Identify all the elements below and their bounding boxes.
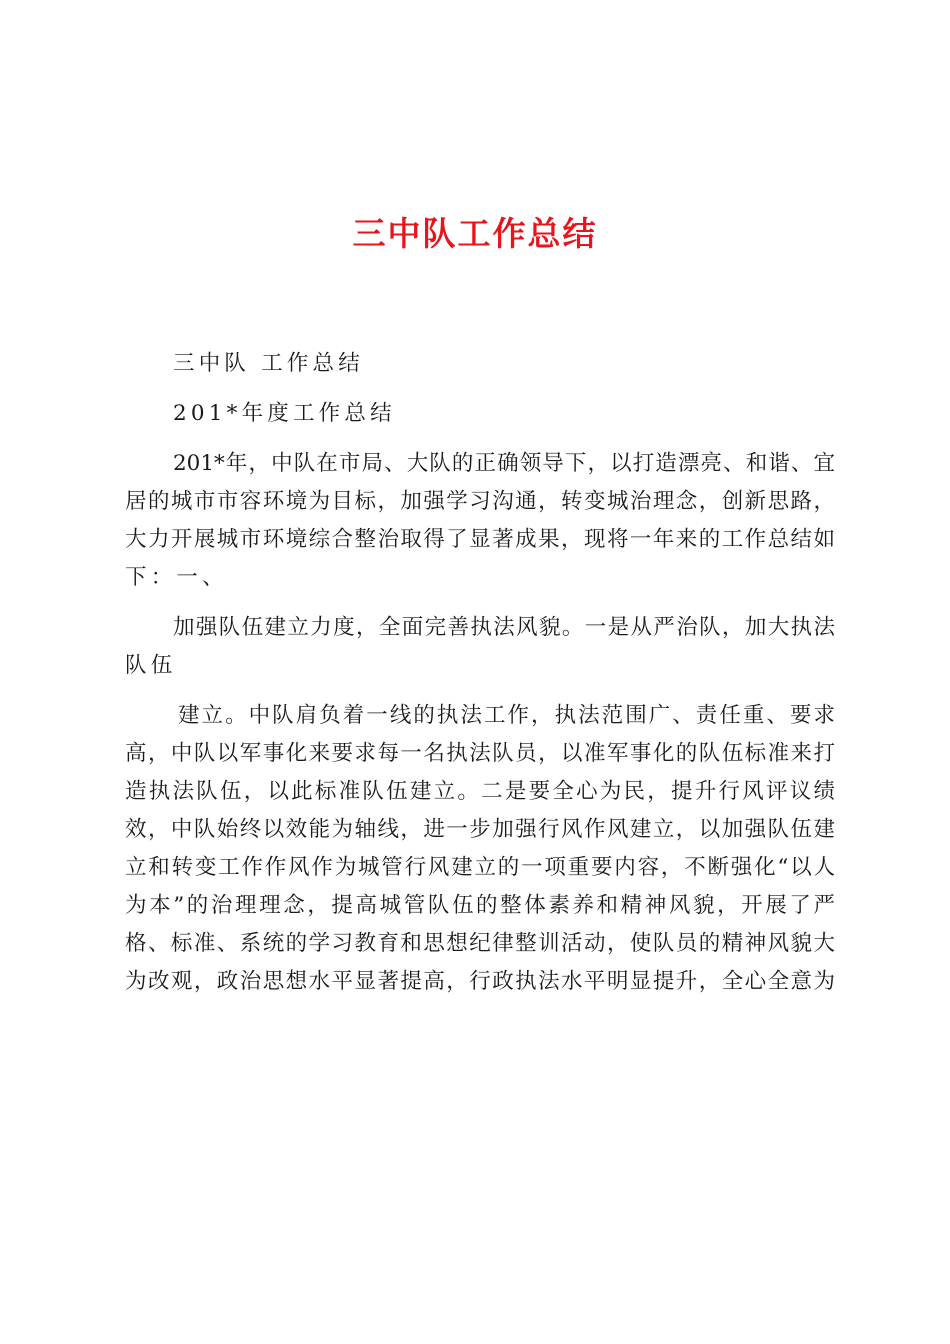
paragraph-3 (125, 697, 835, 1001)
subtitle: 三中队 工作总结 (173, 351, 364, 376)
year-heading: 201*年度工作总结 (173, 401, 396, 426)
paragraph-line: 造执法队伍，以此标准队伍建立。二是要全心为民，提升行风评议绩 (125, 779, 835, 804)
document-body (125, 345, 835, 1001)
paragraph-line: 为本”的治理理念，提高城管队伍的整体素养和精神风貌，开展了严 (125, 893, 835, 918)
page-title: 三中队工作总结 (352, 214, 598, 253)
paragraph-line: 高，中队以军事化来要求每一名执法队员，以准军事化的队伍标准来打 (125, 741, 835, 766)
paragraph-line: 居的城市市容环境为目标，加强学习沟通，转变城治理念，创新思路， (125, 489, 835, 514)
paragraph-line: 格、标准、系统的学习教育和思想纪律整训活动，使队员的精神风貌大 (125, 931, 835, 956)
paragraph-line: 为改观，政治思想水平显著提高，行政执法水平明显提升，全心全意为 (125, 969, 835, 994)
paragraph-line: 效，中队始终以效能为轴线，进一步加强行风作风建立，以加强队伍建 (125, 817, 835, 842)
paragraph-line: 立和转变工作作风作为城管行风建立的一项重要内容，不断强化“以人 (125, 855, 835, 880)
paragraph-line: 队伍 (125, 653, 177, 678)
paragraph-line: 大力开展城市环境综合整治取得了显著成果，现将一年来的工作总结如 (125, 527, 835, 552)
paragraph-line: 201*年，中队在市局、大队的正确领导下，以打造漂亮、和谐、宜 (173, 451, 835, 476)
paragraph-2 (125, 609, 835, 685)
paragraph-line: 加强队伍建立力度，全面完善执法风貌。一是从严治队，加大执法 (173, 615, 835, 640)
paragraph-1 (125, 445, 835, 597)
paragraph-line: 建立。中队肩负着一线的执法工作，执法范围广、责任重、要求 (178, 703, 835, 728)
paragraph-line: 下：一、 (125, 565, 228, 590)
